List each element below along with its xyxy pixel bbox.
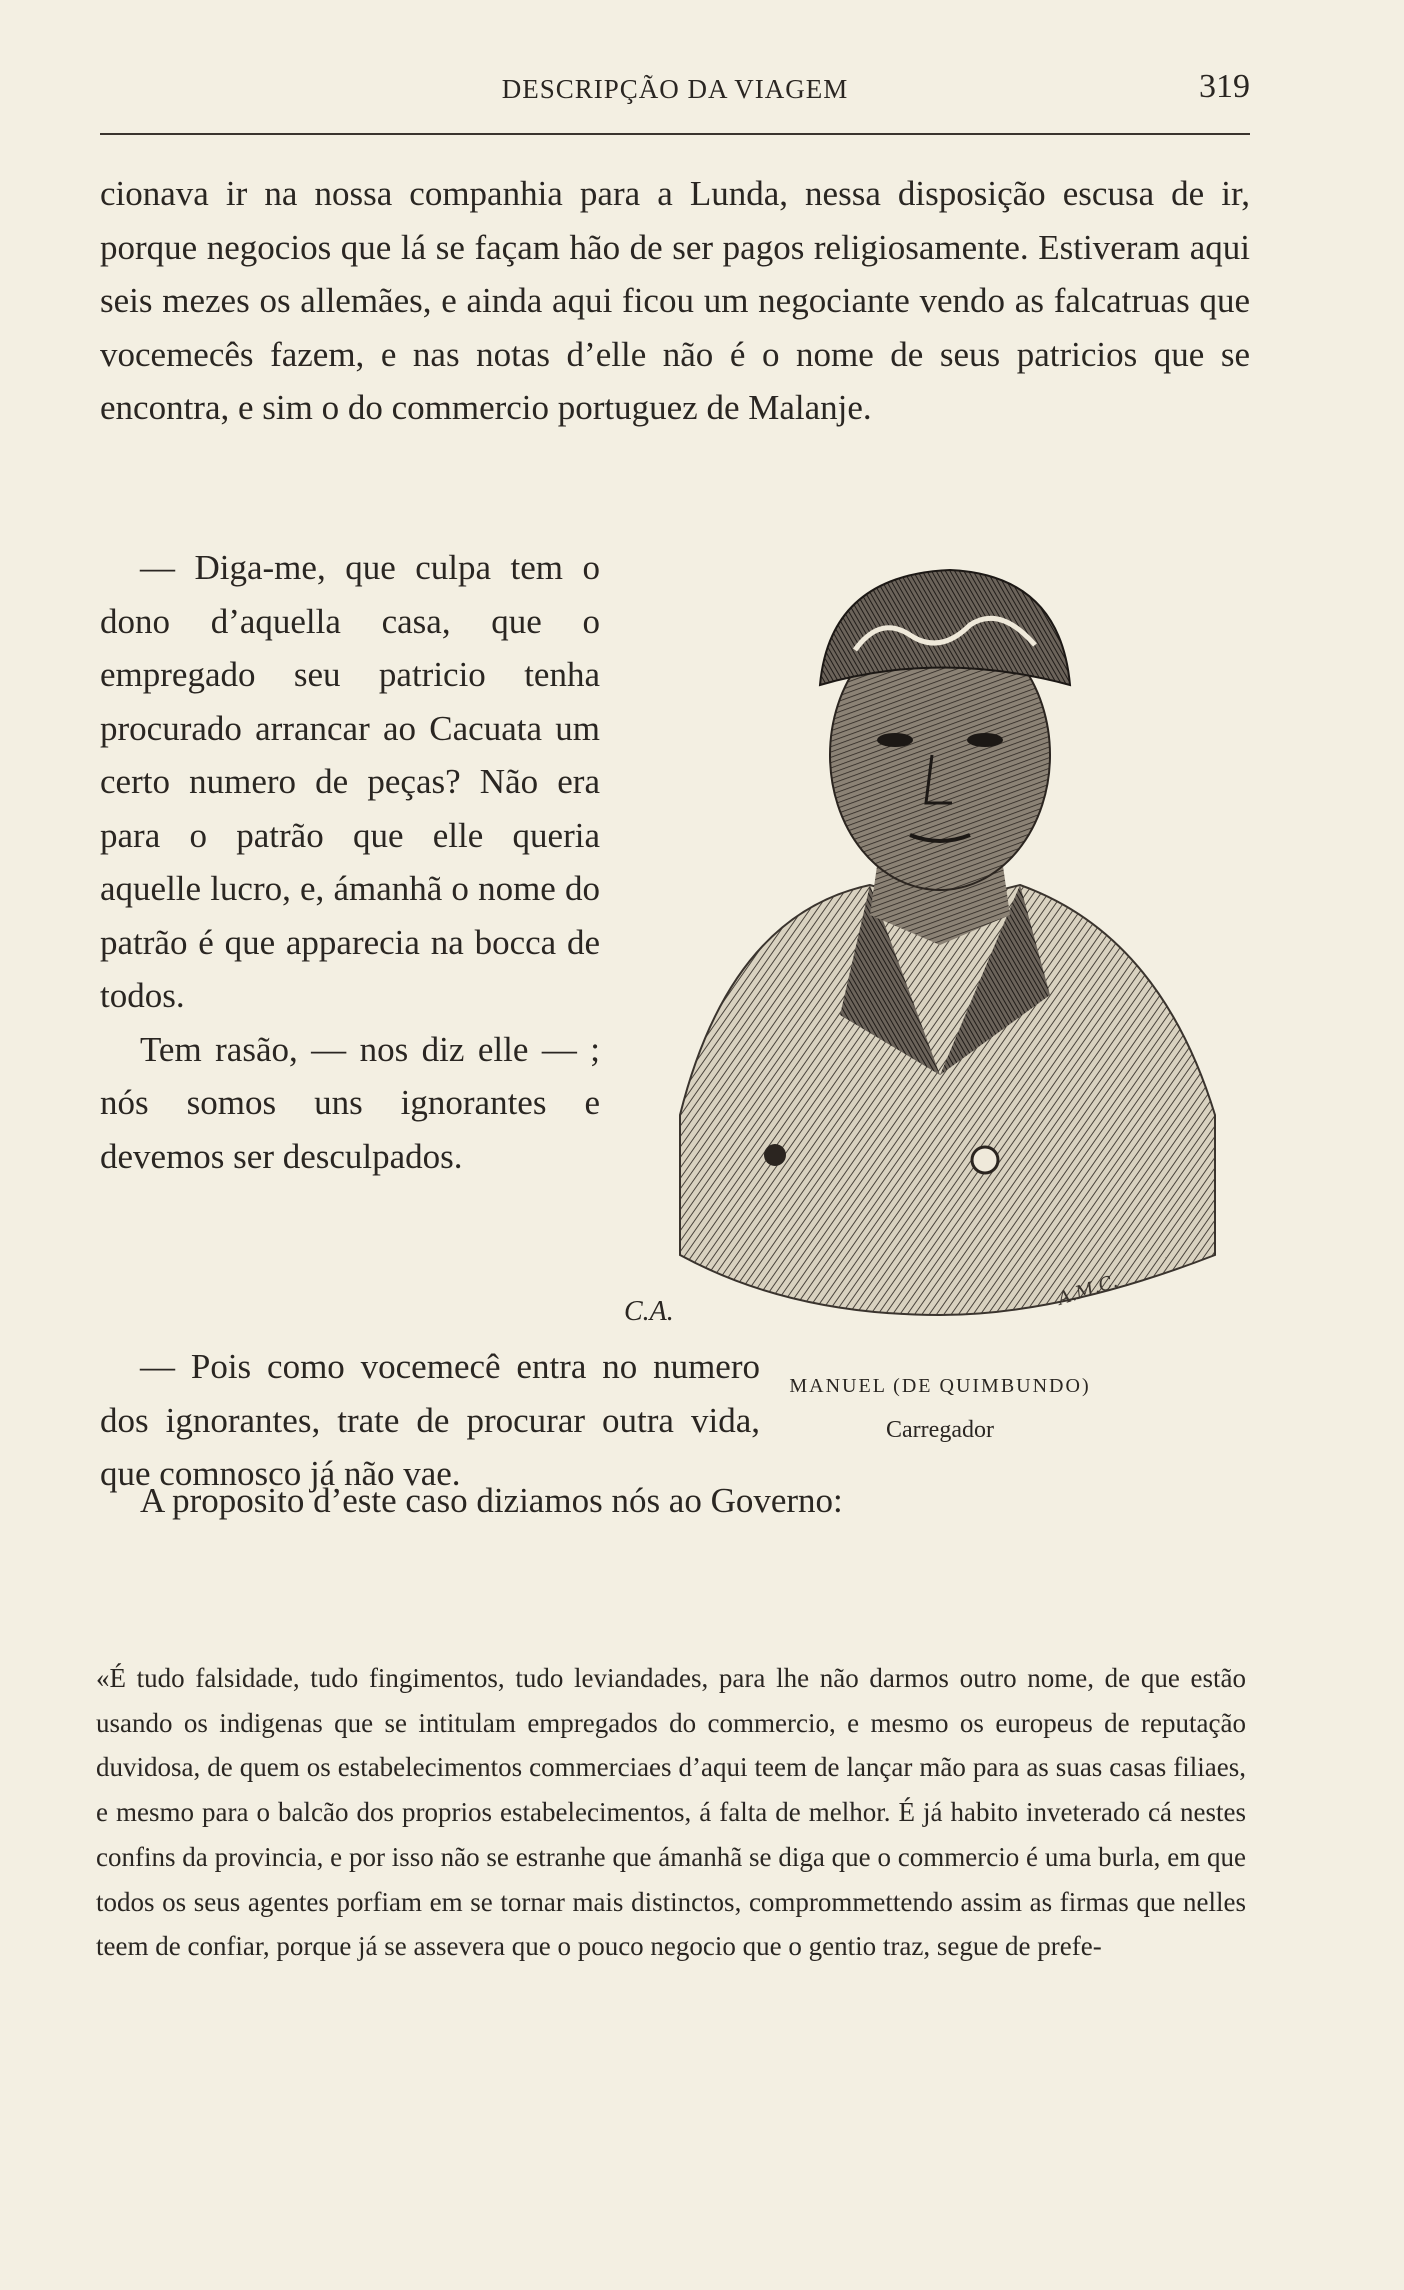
figure-caption-role: Carregador: [886, 1417, 994, 1443]
portrait-illustration: [640, 555, 1240, 1335]
header-rule: [100, 133, 1250, 135]
page-header: [100, 68, 1250, 112]
paragraph-governo: [100, 1474, 1250, 1528]
dialogue-line-3: — Pois como vocemecê entra no numero dos ignorantes, trate de procurar outra vida, que comnosco já não vae.: [100, 1347, 760, 1493]
portrait-engraving: [640, 555, 1240, 1335]
dialogue-line-1: — Diga-me, que culpa tem o dono d’aquella casa, que o empregado seu patricio tenha procurado arrancar ao Cacuata um certo numero de peças? Não era para o patrão que elle queria aquelle lucro, e, ámanhã o nome do patrão é que apparecia na bocca de todos.: [100, 548, 600, 1015]
quoted-report: «É tudo falsidade, tudo fingimentos, tudo leviandades, para lhe não darmos outro nome, de que estão usando os indigenas que se intitulam empregados do commercio, e mesmo os europeus de reputação duvidosa, de quem os estabelecimentos commerciaes d’aqui teem de lançar mão para as suas casas filiaes, e mesmo para o balcão dos proprios estabelecimentos, á falta de melhor. É já habito inveterado cá nestes confins da provincia, e por isso não se estranhe que ámanhã se diga que o commercio é uma burla, em que todos os seus agentes porfiam em se tornar mais distinctos, comprommettendo assim as firmas que nelles teem de confiar, porque já se assevera que o pouco negocio que o gentio traz, segue de prefe-: [96, 1663, 1246, 1962]
figure-caption-name: MANUEL (DE QUIMBUNDO): [789, 1375, 1091, 1397]
paragraph-opening: cionava ir na nossa companhia para a Lunda, nessa disposição escusa de ir, porque negocios que lá se façam hão de ser pagos religiosamente. Estiveram aqui seis mezes os allemães, e ainda aqui ficou um negociante vendo as falcatruas que vocemecês fazem, e nas notas d’elle não é o nome de seus patricios que se encontra, e sim o do commercio portuguez de Malanje.: [100, 174, 1250, 427]
engraver-initials: C.A.: [624, 1296, 674, 1327]
running-title: DESCRIPÇÃO DA VIAGEM: [501, 74, 849, 104]
dialogue-line-2: Tem rasão, — nos diz elle — ; nós somos uns ignorantes e devemos ser desculpados.: [100, 1029, 600, 1176]
page-number: 319: [1199, 68, 1250, 105]
dialogue-block: [100, 541, 600, 1183]
engraver-signature: A.M.C.: [1055, 1270, 1121, 1310]
paragraph-governo-text: A proposito d’este caso diziamos nós ao Governo:: [140, 1481, 843, 1520]
